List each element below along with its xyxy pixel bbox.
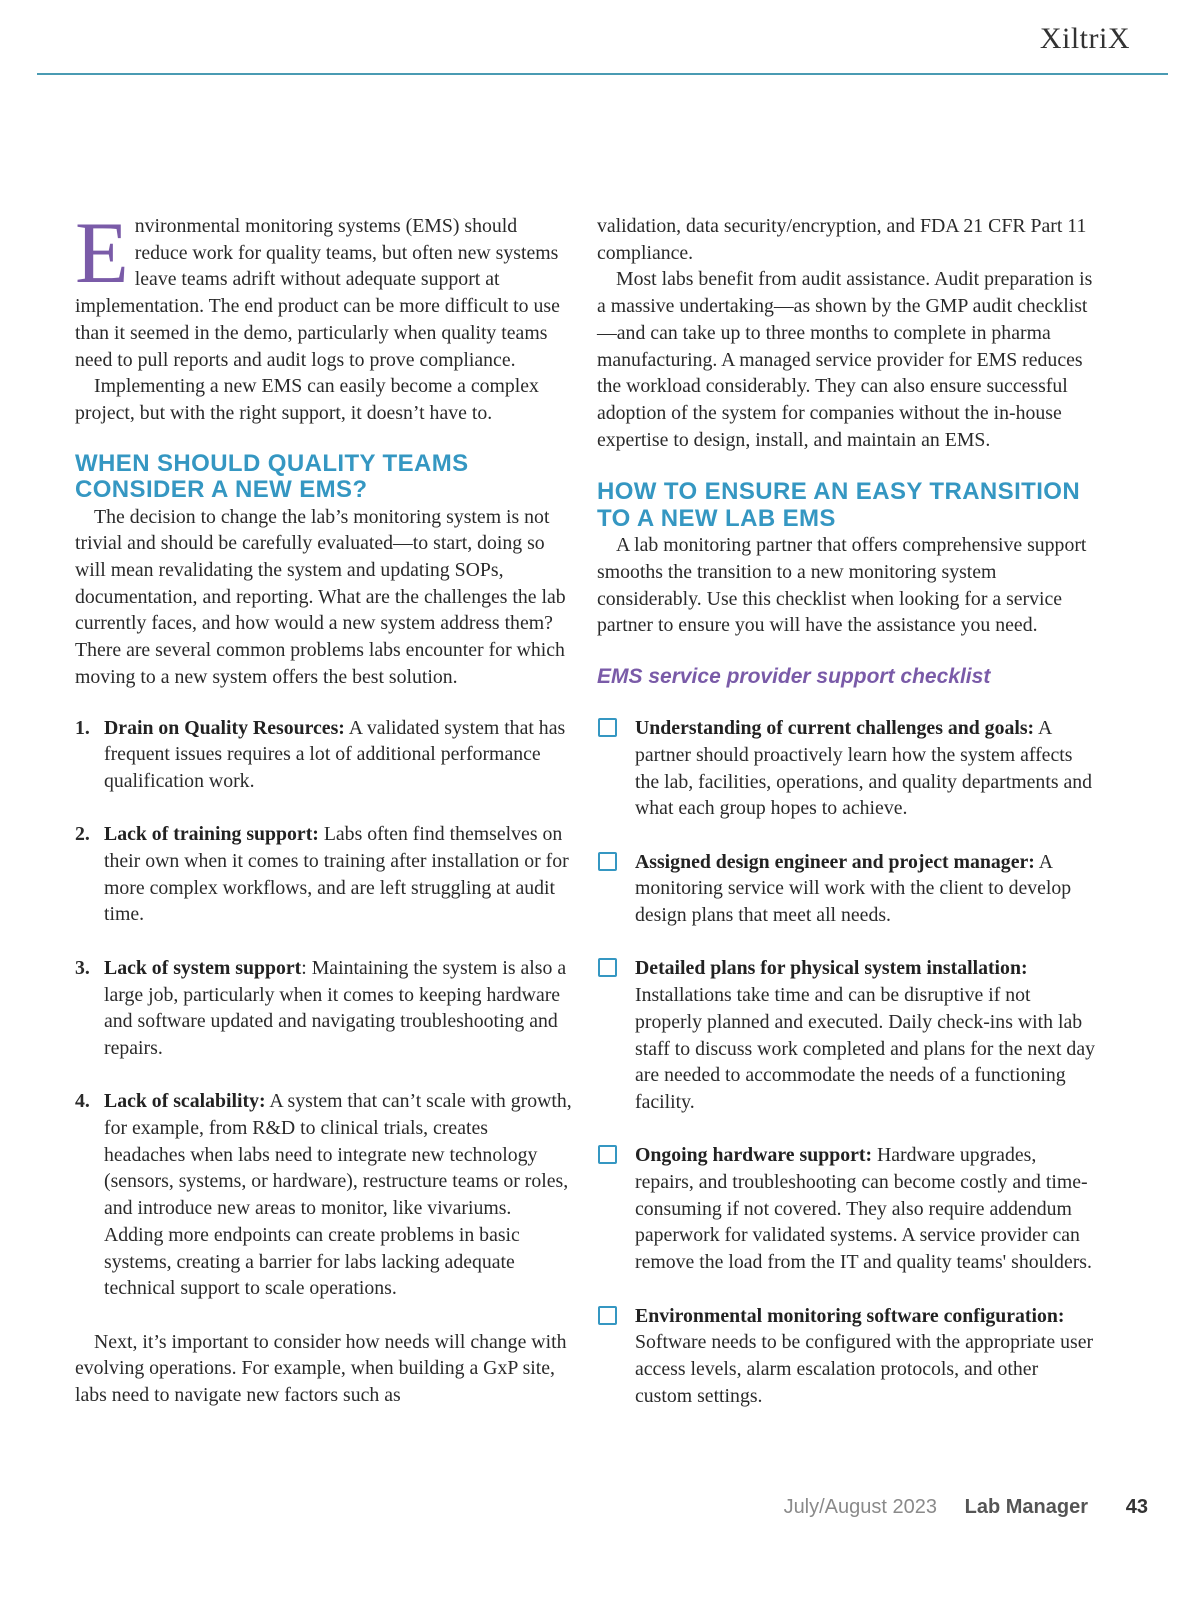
list-number: 2. <box>75 823 90 846</box>
checklist-item-text: A partner should proactively learn how the system affects the lab, facilities, operations, and quality departments and what each group hopes to achieve. <box>635 717 1093 820</box>
closing-paragraph: Next, it’s important to consider how needs will change with evolving operations. For example, when building a GxP site, labs need to navigate new factors such as <box>75 1330 567 1407</box>
page-footer <box>0 1496 1200 1532</box>
list-item-text: Labs often find themselves on their own when it comes to training after installation or for more complex workflows, and are left struggling at audit time. <box>104 823 569 926</box>
issue-date: July/August 2023 <box>783 1496 937 1518</box>
brand-logo-text: XiltriX <box>1039 22 1130 55</box>
checklist-item <box>597 849 1097 929</box>
checklist-item-title: Ongoing hardware support: <box>635 1144 873 1167</box>
list-item <box>75 955 572 1062</box>
section-body-when: The decision to change the lab’s monitoring system is not trivial and should be carefully evaluated—to start, doing so will mean revalidating the system and updating SOPs, documentation, and reporting. What are the challenges the lab currently faces, and how would a new system address them? There are several common problems labs encounter for which moving to a new system offers the best solution. <box>75 505 566 688</box>
list-item-title: Drain on Quality Resources: <box>104 716 345 739</box>
checklist-item-text: Installations take time and can be disruptive if not properly planned and executed. Daily check-ins with lab staff to discuss work completed and plans for the next day are needed to accommodate the needs of a functioning facility. <box>635 984 1095 1113</box>
list-number: 4. <box>75 1090 90 1113</box>
list-item-title: Lack of training support: <box>104 823 319 846</box>
checkbox-icon <box>598 1145 617 1164</box>
intro-paragraph-2: Implementing a new EMS can easily become a complex project, but with the right support, it doesn’t have to. <box>75 375 539 424</box>
checklist-item-text: Software needs to be configured with the appropriate user access levels, alarm escalation protocols, and other custom settings. <box>635 1331 1094 1407</box>
checkbox-icon <box>598 958 617 977</box>
magazine-name: Lab Manager <box>964 1496 1088 1518</box>
checkbox-icon <box>598 718 617 737</box>
checkbox-icon <box>598 852 617 871</box>
left-column <box>75 205 572 1409</box>
list-item-text: : Maintaining the system is also a large job, particularly when it comes to keeping hardware and software updated and navigating troubleshooting and repairs. <box>104 956 567 1059</box>
list-number: 3. <box>75 956 90 979</box>
list-item-title: Lack of scalability: <box>104 1090 266 1113</box>
page-number: 43 <box>1125 1496 1148 1518</box>
checklist-item-title: Understanding of current challenges and goals: <box>635 717 1035 740</box>
list-number: 1. <box>75 716 90 739</box>
list-item-title: Lack of system support <box>104 956 302 979</box>
checklist-item-title: Assigned design engineer and project manager: <box>635 850 1035 873</box>
section-heading-when: WHEN SHOULD QUALITY TEAMS CONSIDER A NEW EMS? <box>75 449 469 504</box>
checklist-item-text: A monitoring service will work with the client to develop design plans that meet all needs. <box>635 850 1072 927</box>
checklist-item <box>597 1142 1097 1276</box>
continued-paragraph: validation, data security/encryption, and FDA 21 CFR Part 11 compliance. <box>597 215 1087 264</box>
issues-list <box>75 715 572 1302</box>
checklist-item-title: Detailed plans for physical system installation: <box>635 957 1028 980</box>
section-body-how: A lab monitoring partner that offers comprehensive support smooths the transition to a new monitoring system considerably. Use this checklist when looking for a service partner to ensure you will have the assistance you need. <box>597 534 1087 637</box>
checkbox-icon <box>598 1306 617 1325</box>
drop-cap: E <box>75 205 129 302</box>
list-item <box>75 821 572 928</box>
checklist-title: EMS service provider support checklist <box>597 665 991 689</box>
checklist-item <box>597 955 1097 1115</box>
audit-paragraph: Most labs benefit from audit assistance. Audit preparation is a massive undertaking—as shown by the GMP audit checklist—and can take up to three months to complete in pharma manufacturing. A managed service provider for EMS reduces the workload considerably. They can also ensure successful adoption of the system for companies without the in-house expertise to design, install, and maintain an EMS. <box>597 268 1093 451</box>
list-item-text: A validated system that has frequent issues requires a lot of additional performance qualification work. <box>104 716 566 792</box>
list-item <box>75 715 572 795</box>
checklist-item-title: Environmental monitoring software configuration: <box>635 1304 1065 1327</box>
list-item-text: A system that can’t scale with growth, for example, from R&D to clinical trials, creates headaches when labs need to integrate new technology (sensors, systems, or hardware), restructure teams or roles, and introduce new areas to monitor, like vivariums. Adding more endpoints can create problems in basic systems, creating a barrier for labs lacking adequate technical support to scale operations. <box>104 1090 572 1300</box>
intro-paragraph: Environmental monitoring systems (EMS) should reduce work for quality teams, but often new systems leave teams adrift without adequate support at implementation. The end product can be more difficult to use than it seemed in the demo, particularly when quality teams need to pull reports and audit logs to prove compliance. <box>75 205 560 371</box>
list-item <box>75 1088 572 1302</box>
checklist-item <box>597 715 1097 822</box>
header-divider <box>37 73 1168 75</box>
section-heading-how: HOW TO ENSURE AN EASY TRANSITION TO A NEW LAB EMS <box>597 478 1081 532</box>
right-column <box>597 213 1097 1436</box>
checklist-item-text: Hardware upgrades, repairs, and troubleshooting can become costly and time-consuming if not covered. They also require addendum paperwork for validated systems. A service provider can remove the load from the IT and quality teams' shoulders. <box>635 1144 1092 1274</box>
checklist <box>597 715 1097 1409</box>
checklist-item <box>597 1303 1097 1410</box>
